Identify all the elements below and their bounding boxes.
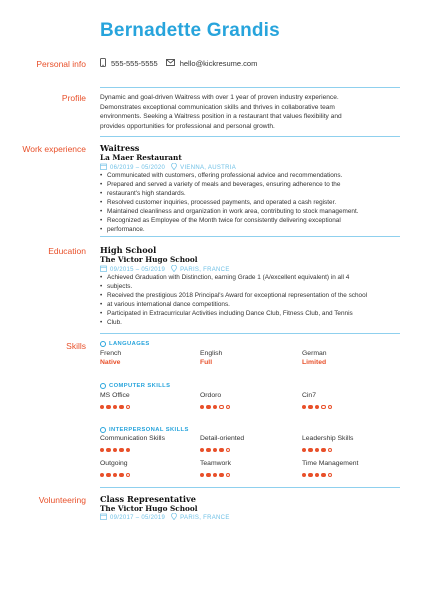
vol-title: Class Representative bbox=[100, 494, 196, 504]
resume-name: Bernadette Grandis bbox=[100, 20, 280, 41]
rating-dot-empty bbox=[321, 405, 325, 409]
list-item: • Prepared and served a variety of meals and beverages, ensuring adherence to the bbox=[100, 180, 400, 189]
rule-volunteering bbox=[100, 487, 400, 488]
skill-level: Full bbox=[200, 359, 213, 366]
section-label-personal: Personal info bbox=[36, 59, 86, 69]
rating-dot-empty bbox=[126, 405, 130, 409]
skill-name: French bbox=[100, 350, 122, 357]
list-item: • Maintained cleanliness and organization in work area, contributing to stock management. bbox=[100, 207, 400, 216]
rating-dot-filled bbox=[200, 448, 204, 452]
work-dates: 06/2019 – 05/2020 bbox=[110, 164, 166, 171]
rule-skills bbox=[100, 333, 400, 334]
rating-dot-filled bbox=[302, 473, 306, 477]
skill-rating-dots bbox=[200, 405, 232, 409]
rating-dot-filled bbox=[119, 405, 123, 409]
edu-bullets bbox=[100, 273, 400, 327]
vol-org: The Victor Hugo School bbox=[100, 504, 198, 513]
work-title: Waitress bbox=[100, 143, 140, 153]
vol-dates: 09/2017 – 05/2019 bbox=[110, 514, 166, 521]
list-item: • Participated in Extracurricular Activities including Dance Club, Fitness Club, and Tennis bbox=[100, 309, 400, 318]
work-bullets bbox=[100, 171, 400, 234]
email-icon bbox=[166, 59, 175, 68]
phone-icon bbox=[100, 58, 106, 69]
edu-dates: 09/2015 – 05/2019 bbox=[110, 266, 166, 273]
list-item: • Club. bbox=[100, 318, 400, 327]
list-item: • Achieved Graduation with Distinction, earning Grade 1 (A/excellent equivalent) in all 4 bbox=[100, 273, 400, 282]
rating-dot-filled bbox=[321, 448, 325, 452]
profile-line: Dynamic and goal-driven Waitress with over 1 year of proven industry experience. bbox=[100, 94, 339, 101]
skill-name: English bbox=[200, 350, 223, 357]
rule-profile bbox=[100, 87, 400, 88]
rating-dot-filled bbox=[302, 448, 306, 452]
skill-rating-dots bbox=[100, 448, 132, 452]
rating-dot-filled bbox=[302, 405, 306, 409]
rating-dot-filled bbox=[200, 473, 204, 477]
list-item: • Recognized as Employee of the Month twice for consistently delivering exceptional bbox=[100, 216, 400, 225]
rating-dot-filled bbox=[119, 448, 123, 452]
vol-location: PARIS, FRANCE bbox=[180, 514, 230, 521]
rating-dot-filled bbox=[113, 473, 117, 477]
list-item: • Communicated with customers, offering professional advice and recommendations. bbox=[100, 171, 400, 180]
rule-work bbox=[100, 136, 400, 137]
skill-name: Teamwork bbox=[200, 460, 231, 467]
calendar-icon bbox=[100, 513, 107, 522]
list-item: • restaurant's high standards. bbox=[100, 189, 400, 198]
edu-title: High School bbox=[100, 245, 157, 255]
email-text: hello@kickresume.com bbox=[179, 59, 258, 68]
skill-level: Native bbox=[100, 359, 121, 366]
rating-dot-filled bbox=[315, 448, 319, 452]
rating-dot-filled bbox=[200, 405, 204, 409]
skill-name: Ordoro bbox=[200, 392, 222, 399]
list-item: • at various international dance competitions. bbox=[100, 300, 400, 309]
rating-dot-filled bbox=[119, 473, 123, 477]
skill-rating-dots bbox=[200, 448, 232, 452]
skill-rating-dots bbox=[302, 473, 334, 477]
edu-org: The Victor Hugo School bbox=[100, 255, 198, 264]
list-item: • subjects. bbox=[100, 282, 400, 291]
rating-dot-filled bbox=[308, 405, 312, 409]
rating-dot-filled bbox=[315, 473, 319, 477]
skill-rating-dots bbox=[200, 473, 232, 477]
rating-dot-filled bbox=[315, 405, 319, 409]
rating-dot-filled bbox=[126, 448, 130, 452]
rating-dot-filled bbox=[100, 405, 104, 409]
info-circle-icon bbox=[100, 427, 106, 433]
rating-dot-filled bbox=[308, 473, 312, 477]
rating-dot-filled bbox=[113, 405, 117, 409]
subhead-interpersonal: INTERPERSONAL SKILLS bbox=[100, 427, 189, 433]
rating-dot-empty bbox=[126, 473, 130, 477]
work-location: VIENNA, AUSTRIA bbox=[180, 164, 237, 171]
vol-meta bbox=[100, 513, 230, 522]
rating-dot-empty bbox=[226, 405, 230, 409]
section-label-volunteering: Volunteering bbox=[38, 495, 86, 505]
rating-dot-filled bbox=[206, 473, 210, 477]
rating-dot-filled bbox=[106, 405, 110, 409]
rule-education bbox=[100, 236, 400, 237]
skill-name: Cin7 bbox=[302, 392, 316, 399]
rating-dot-filled bbox=[219, 448, 223, 452]
info-circle-icon bbox=[100, 341, 106, 347]
section-label-profile: Profile bbox=[61, 93, 86, 103]
profile-text bbox=[100, 93, 400, 131]
rating-dot-empty bbox=[328, 473, 332, 477]
skill-name: German bbox=[302, 350, 327, 357]
profile-line: Demonstrates exceptional communication skills and thrives in collaborative team bbox=[100, 103, 335, 111]
rating-dot-filled bbox=[213, 448, 217, 452]
skill-name: MS Office bbox=[100, 392, 130, 399]
rating-dot-filled bbox=[106, 473, 110, 477]
skill-rating-dots bbox=[100, 473, 132, 477]
skill-name: Detail-oriented bbox=[200, 435, 245, 442]
rating-dot-empty bbox=[328, 448, 332, 452]
rating-dot-filled bbox=[100, 448, 104, 452]
skill-name: Leadership Skills bbox=[302, 435, 354, 442]
rating-dot-filled bbox=[106, 448, 110, 452]
section-label-skills: Skills bbox=[66, 341, 86, 351]
rating-dot-filled bbox=[321, 473, 325, 477]
section-label-work: Work experience bbox=[22, 144, 86, 154]
rating-dot-empty bbox=[226, 473, 230, 477]
rating-dot-filled bbox=[219, 473, 223, 477]
edu-location: PARIS, FRANCE bbox=[180, 266, 230, 273]
rating-dot-empty bbox=[328, 405, 332, 409]
rating-dot-filled bbox=[308, 448, 312, 452]
rating-dot-empty bbox=[219, 405, 223, 409]
skill-rating-dots bbox=[100, 405, 132, 409]
profile-line: provides opportunities for professional and personal growth. bbox=[100, 122, 275, 130]
rating-dot-filled bbox=[206, 448, 210, 452]
skill-name: Outgoing bbox=[100, 460, 128, 467]
subhead-computer: COMPUTER SKILLS bbox=[100, 383, 170, 389]
rating-dot-empty bbox=[226, 448, 230, 452]
list-item: • performance. bbox=[100, 225, 400, 234]
skill-rating-dots bbox=[302, 405, 334, 409]
list-item: • Resolved customer inquiries, processed payments, and operated a cash register. bbox=[100, 198, 400, 207]
skill-rating-dots bbox=[302, 448, 334, 452]
list-item: • Received the prestigious 2018 Principal's Award for exceptional representation of the school bbox=[100, 291, 400, 300]
location-pin-icon bbox=[171, 513, 177, 522]
skill-name: Time Management bbox=[302, 460, 359, 467]
phone-text: 555-555-5555 bbox=[111, 59, 158, 68]
rating-dot-filled bbox=[206, 405, 210, 409]
rating-dot-filled bbox=[213, 405, 217, 409]
skill-name: Communication Skills bbox=[100, 435, 165, 442]
contact-row bbox=[100, 58, 257, 69]
subhead-languages: LANGUAGES bbox=[100, 341, 150, 347]
info-circle-icon bbox=[100, 383, 106, 389]
rating-dot-filled bbox=[113, 448, 117, 452]
rating-dot-filled bbox=[213, 473, 217, 477]
rating-dot-filled bbox=[100, 473, 104, 477]
section-label-education: Education bbox=[48, 246, 86, 256]
work-org: La Maer Restaurant bbox=[100, 153, 182, 162]
profile-line: environments. Seeking a Waitress position in a restaurant that values flexibility and bbox=[100, 113, 342, 121]
skill-level: Limited bbox=[302, 359, 327, 366]
